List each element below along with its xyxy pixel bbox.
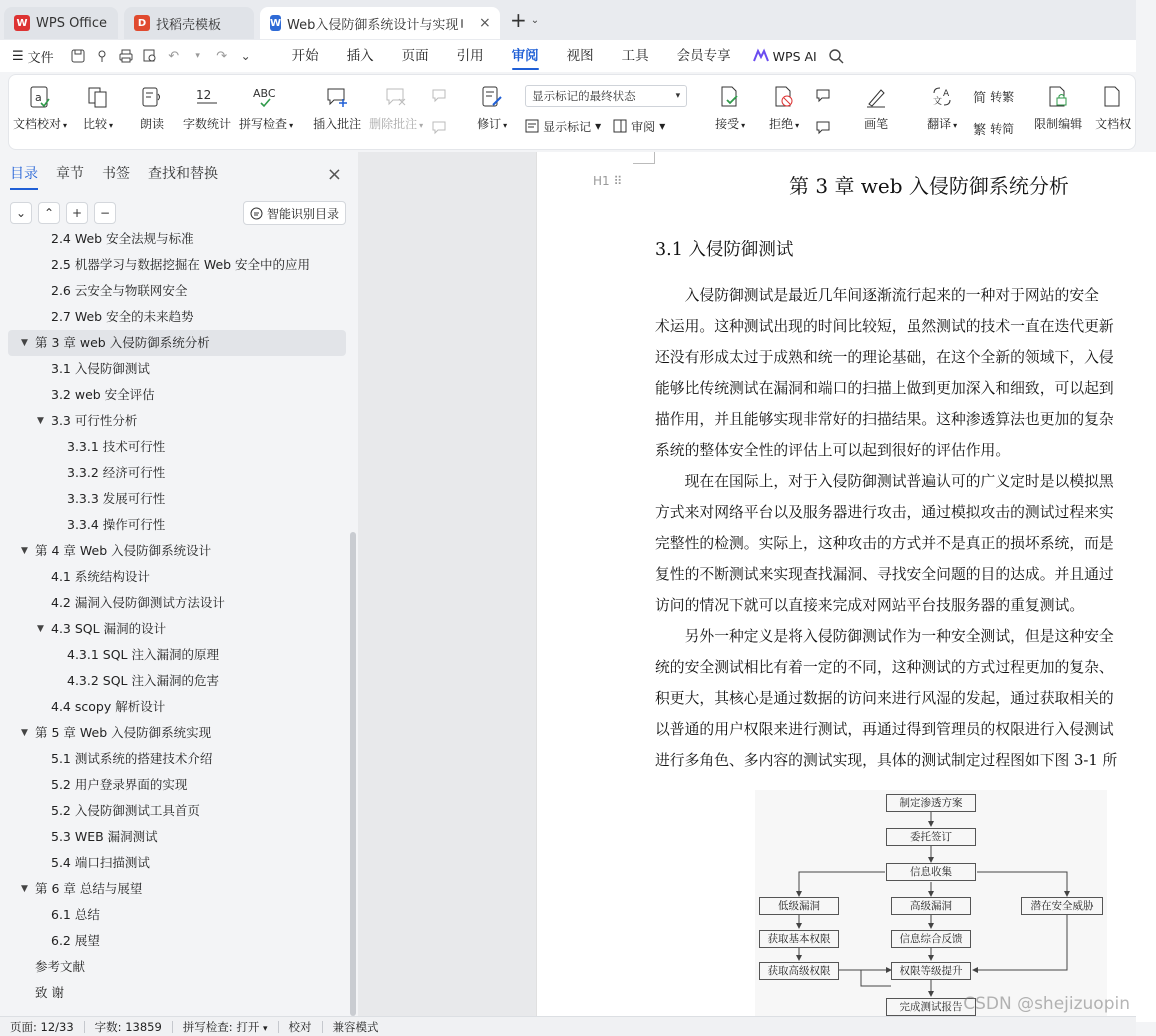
- translate-icon: [929, 83, 955, 111]
- delete-comment-label: 删除批注: [369, 117, 418, 131]
- print-icon[interactable]: [116, 46, 136, 66]
- search-icon[interactable]: [827, 46, 847, 66]
- lock-document-icon: [1045, 83, 1071, 111]
- toc-item[interactable]: [0, 720, 350, 746]
- toc-item[interactable]: [0, 798, 350, 824]
- toc-item[interactable]: [0, 772, 350, 798]
- toc-item-label: 2.5 机器学习与数据挖掘在 Web 安全中的应用: [51, 257, 311, 272]
- expand-triangle-icon[interactable]: ▼: [37, 624, 44, 634]
- compare-label: 比较: [83, 117, 108, 131]
- page-corner-mark: [633, 152, 655, 164]
- word-count-status[interactable]: 字数: 13859: [94, 1019, 162, 1034]
- svg-text:ABC: ABC: [253, 87, 276, 100]
- review-ribbon: [8, 74, 1136, 150]
- flowchart-figure: [755, 790, 1107, 1022]
- toc-item[interactable]: [0, 434, 350, 460]
- to-simplified-label: 转简: [990, 121, 1015, 136]
- toc-item[interactable]: [0, 512, 350, 538]
- title-tab-bar: [0, 0, 1136, 40]
- window-icon[interactable]: [461, 19, 463, 28]
- text-line: 统的安全测试相比有着一定的不同，这种测试的方式过程更加的复杂、: [655, 659, 1114, 676]
- svg-text:12: 12: [196, 88, 212, 102]
- expand-chevron-up-icon[interactable]: ⌃: [38, 202, 60, 224]
- toc-item-label: 3.2 web 安全评估: [51, 387, 155, 402]
- text-line: 完整性的检测。实际上，这种攻击的方式并不是真正的损坏系统，而是: [655, 535, 1114, 552]
- tab-document[interactable]: [260, 7, 500, 39]
- toc-item-label: 2.7 Web 安全的未来趋势: [51, 309, 194, 324]
- section-title: 3.1 入侵防御测试: [655, 240, 794, 260]
- tab-wps-office[interactable]: [4, 7, 118, 39]
- permission-icon: [1100, 83, 1126, 111]
- text-line: 方式来对网络平台以及服务器进行攻击，通过模拟攻击的测试过程来实: [655, 504, 1114, 521]
- toc-item[interactable]: [0, 642, 350, 668]
- undo-icon[interactable]: ↶: [168, 48, 180, 64]
- close-icon[interactable]: ×: [326, 164, 342, 185]
- toc-item[interactable]: [8, 330, 346, 356]
- toc-item-label: 第 3 章 web 入侵防御系统分析: [35, 335, 210, 350]
- remove-heading-icon[interactable]: −: [94, 202, 116, 224]
- word-count-label: 字数统计: [183, 117, 232, 131]
- wps-logo-icon: W: [14, 15, 30, 31]
- nav-tab-bookmarks[interactable]: 书签: [102, 166, 130, 182]
- svg-text:文: 文: [933, 97, 943, 107]
- paragraph-1: [655, 280, 1114, 466]
- expand-triangle-icon[interactable]: ▼: [21, 338, 28, 348]
- proofread-label: 文档校对: [13, 117, 62, 131]
- docer-logo-icon: D: [134, 15, 150, 31]
- revise-button[interactable]: 修订 ▾: [465, 83, 519, 132]
- reject-button[interactable]: 拒绝 ▾: [757, 83, 811, 132]
- chevron-down-icon: ▾: [262, 1023, 268, 1034]
- show-markup-button[interactable]: 显示标记 ▾: [525, 113, 601, 139]
- flow-node: 委托签订: [886, 828, 976, 846]
- toc-item-label: 第 6 章 总结与展望: [35, 881, 143, 896]
- toc-item[interactable]: [0, 694, 350, 720]
- spell-check-label: 拼写检查: [239, 117, 288, 131]
- tab-member[interactable]: 会员专享: [676, 48, 731, 64]
- smart-toc-label: 智能识别目录: [266, 206, 339, 221]
- toc-item[interactable]: [0, 980, 350, 1006]
- heading-level-marker[interactable]: [593, 174, 622, 188]
- smart-toc-button[interactable]: [243, 201, 346, 225]
- toc-item-label: 致 谢: [35, 985, 64, 1000]
- markup-state-select[interactable]: [525, 85, 687, 107]
- toc-item-label: 2.4 Web 安全法规与标准: [51, 231, 194, 246]
- close-icon[interactable]: ×: [479, 15, 491, 31]
- accept-icon: [717, 83, 743, 111]
- spell-check-icon: [253, 83, 279, 111]
- restrict-edit-button[interactable]: [1030, 83, 1086, 132]
- toc-item-label: 5.1 测试系统的搭建技术介绍: [51, 751, 213, 766]
- chevron-down-icon[interactable]: ▾: [195, 51, 200, 61]
- chevron-down-icon: ▾: [675, 91, 681, 101]
- toc-item-label: 4.4 scopy 解析设计: [51, 699, 166, 714]
- expand-triangle-icon[interactable]: ▼: [21, 884, 28, 894]
- toc-item[interactable]: [0, 226, 350, 252]
- chevron-down-icon[interactable]: ⌄: [530, 14, 540, 26]
- flow-node: 制定渗透方案: [886, 794, 976, 812]
- insert-comment-button[interactable]: [309, 83, 365, 132]
- hamburger-icon: ☰: [12, 48, 24, 64]
- toc-list: [0, 231, 350, 1016]
- flow-node: 潜在安全威胁: [1021, 897, 1103, 915]
- read-aloud-button[interactable]: [125, 83, 179, 132]
- nav-tab-sections[interactable]: 章节: [56, 166, 84, 182]
- toc-item-label: 6.1 总结: [51, 907, 100, 922]
- nav-tab-toc[interactable]: 目录: [10, 152, 38, 196]
- toc-item[interactable]: [0, 252, 350, 278]
- delete-comment-button[interactable]: 删除批注 ▾: [365, 83, 427, 132]
- compare-button[interactable]: 比较 ▾: [71, 83, 125, 132]
- tab-reference[interactable]: 引用: [456, 48, 484, 64]
- flow-node: 获取高级权限: [759, 962, 839, 980]
- read-aloud-label: 朗读: [140, 117, 165, 131]
- expand-triangle-icon[interactable]: ▼: [37, 416, 44, 426]
- nav-scrollbar[interactable]: [350, 532, 356, 1016]
- text-line: 能够比传统测试在漏洞和端口的扫描上做到更加深入和细致，可以起到: [655, 380, 1114, 397]
- accept-label: 接受: [715, 117, 740, 131]
- tab-tools[interactable]: 工具: [621, 48, 649, 64]
- expand-triangle-icon[interactable]: ▼: [21, 728, 28, 738]
- tab-label: 找稻壳模板: [156, 17, 222, 33]
- toc-item-label: 3.1 入侵防御测试: [51, 361, 150, 376]
- tab-review[interactable]: 审阅: [498, 40, 553, 72]
- toc-item[interactable]: [0, 564, 350, 590]
- translate-label: 翻译: [927, 117, 952, 131]
- tab-label: Web入侵防御系统设计与实现: [287, 17, 459, 33]
- pen-icon: [863, 83, 889, 111]
- text-line: 术运用。这种测试出现的时间比较短，虽然测试的技术一直在迭代更新: [655, 318, 1114, 335]
- print-preview-icon[interactable]: [140, 46, 160, 66]
- nav-tab-find-replace[interactable]: 查找和替换: [148, 166, 218, 182]
- toc-item-label: 5.3 WEB 漏洞测试: [51, 829, 158, 844]
- toc-item[interactable]: [0, 876, 350, 902]
- toc-item-label: 第 4 章 Web 入侵防御系统设计: [35, 543, 212, 558]
- proofread-icon: [27, 83, 53, 111]
- paragraph-2: [655, 466, 1114, 621]
- flow-node: 获取基本权限: [759, 930, 839, 948]
- heading-level-label: H1: [593, 174, 610, 188]
- tab-view[interactable]: 视图: [566, 48, 594, 64]
- toc-item[interactable]: [0, 902, 350, 928]
- wps-ai-button[interactable]: [753, 49, 817, 64]
- toc-item[interactable]: [0, 356, 350, 382]
- next-change-icon[interactable]: [815, 115, 833, 141]
- toc-item-label: 3.3.4 操作可行性: [67, 517, 166, 532]
- writer-logo-icon: W: [270, 15, 281, 31]
- tab-start[interactable]: 开始: [291, 48, 319, 64]
- status-bar: [0, 1016, 1136, 1036]
- review-pane-label: 审阅: [631, 119, 656, 134]
- save-icon[interactable]: [68, 46, 88, 66]
- more-chevron-icon[interactable]: ⌄: [240, 49, 251, 63]
- comment-add-icon: [324, 83, 350, 111]
- revise-label: 修订: [477, 117, 502, 131]
- next-comment-icon[interactable]: [431, 115, 449, 141]
- page-indicator[interactable]: 页面: 12/33: [10, 1019, 74, 1034]
- restrict-edit-label: 限制编辑: [1034, 117, 1083, 131]
- flow-node: 权限等级提升: [891, 962, 971, 980]
- text-line: 入侵防御测试是最近几年间逐渐流行起来的一种对于网站的安全: [655, 287, 1099, 304]
- read-aloud-icon: [139, 83, 165, 111]
- toc-item-label: 4.3 SQL 漏洞的设计: [51, 621, 167, 636]
- toc-item[interactable]: [0, 824, 350, 850]
- toc-item[interactable]: [0, 746, 350, 772]
- text-line: 系统的整体安全性的评估上可以起到很好的评估作用。: [655, 442, 1011, 459]
- toc-item-label: 3.3.3 发展可行性: [67, 491, 166, 506]
- review-pane-button[interactable]: 审阅 ▾: [613, 113, 665, 139]
- toc-item[interactable]: [0, 928, 350, 954]
- markup-state-value: 显示标记的最终状态: [532, 89, 636, 103]
- csdn-watermark: CSDN @shejizuopin: [963, 994, 1130, 1014]
- document-area: [358, 152, 1136, 1016]
- toc-item-label: 3.3.1 技术可行性: [67, 439, 166, 454]
- pen-label: 画笔: [864, 117, 889, 131]
- spell-check-status[interactable]: [173, 1019, 278, 1035]
- tab-page[interactable]: 页面: [401, 48, 429, 64]
- text-line: 以普通的用户权限来进行测试，再通过得到管理员的权限进行入侵测试: [655, 721, 1114, 738]
- file-menu-label: 文件: [27, 50, 54, 66]
- to-simplified-button[interactable]: [973, 115, 1014, 141]
- toc-item[interactable]: [0, 954, 350, 980]
- flow-node: 低级漏洞: [759, 897, 839, 915]
- track-changes-icon: [479, 83, 505, 111]
- svg-text:a: a: [35, 91, 42, 104]
- toc-item-label: 3.3.2 经济可行性: [67, 465, 166, 480]
- pen-button[interactable]: [849, 83, 903, 132]
- text-line: 现在在国际上，对于入侵防御测试普遍认可的广义定时是以模拟黑: [655, 473, 1114, 490]
- prev-comment-icon[interactable]: [431, 83, 449, 109]
- show-markup-label: 显示标记: [543, 119, 592, 134]
- toc-item-label: 5.2 入侵防御测试工具首页: [51, 803, 200, 818]
- flow-node: 信息收集: [886, 863, 976, 881]
- expand-triangle-icon[interactable]: ▼: [21, 546, 28, 556]
- insert-comment-label: 插入批注: [313, 117, 362, 131]
- chapter-title: 第 3 章 web 入侵防御系统分析: [789, 174, 1069, 198]
- share-icon[interactable]: [92, 46, 112, 66]
- wps-ai-icon: [753, 50, 769, 62]
- text-line: 复性的不断测试来实现查找漏洞、寻找安全问题的目的达成。并且通过: [655, 566, 1114, 583]
- toc-item[interactable]: [0, 278, 350, 304]
- smart-toc-icon: [250, 207, 263, 220]
- menu-bar: [0, 40, 1136, 72]
- to-traditional-button[interactable]: [973, 83, 1014, 109]
- text-line: 描作用，并且能够实现非常好的扫描结果。这种渗透算法也更加的复杂: [655, 411, 1114, 428]
- toc-item[interactable]: [0, 668, 350, 694]
- redo-icon[interactable]: ↷: [216, 48, 228, 64]
- paragraph-3: [655, 621, 1117, 776]
- tab-insert[interactable]: 插入: [346, 48, 374, 64]
- toc-item-label: 5.4 端口扫描测试: [51, 855, 150, 870]
- toc-item[interactable]: [0, 616, 350, 642]
- word-count-icon: [194, 83, 220, 111]
- proofread-button[interactable]: a 文档校对 ▾: [9, 83, 71, 132]
- comment-delete-icon: [383, 83, 409, 111]
- translate-button[interactable]: 文 A 翻译 ▾: [915, 83, 969, 132]
- spell-check-status-label: 拼写检查: 打开: [182, 1019, 260, 1034]
- text-line: 进行多角色、多内容的测试实现，具体的测试制定过程图如下图 3-1 所: [655, 752, 1118, 769]
- toc-item-label: 4.2 漏洞入侵防御测试方法设计: [51, 595, 225, 610]
- toc-item-label: 4.3.1 SQL 注入漏洞的原理: [67, 647, 219, 662]
- compat-mode-status: 兼容模式: [332, 1019, 379, 1034]
- collapse-chevron-down-icon[interactable]: ⌄: [10, 202, 32, 224]
- text-line: 访问的情况下就可以直接来完成对网站平台技服务器的重复测试。: [655, 597, 1085, 614]
- reject-label: 拒绝: [769, 117, 794, 131]
- toc-item[interactable]: [0, 590, 350, 616]
- toc-item-label: 5.2 用户登录界面的实现: [51, 777, 188, 792]
- text-line: 积更大，其核心是通过数据的访问来进行风湿的发起，通过获取相关的: [655, 690, 1114, 707]
- proofread-status[interactable]: 校对: [288, 1019, 312, 1034]
- traditional-icon: 简: [973, 90, 987, 106]
- reject-icon: [771, 83, 797, 111]
- tab-label: WPS Office: [36, 15, 108, 31]
- toc-item[interactable]: [0, 538, 350, 564]
- to-traditional-label: 转繁: [990, 89, 1015, 104]
- toc-item[interactable]: [0, 304, 350, 330]
- wps-ai-label: WPS AI: [772, 48, 817, 64]
- new-tab-icon[interactable]: +: [510, 8, 527, 32]
- accept-button[interactable]: 接受 ▾: [703, 83, 757, 132]
- add-heading-icon[interactable]: +: [66, 202, 88, 224]
- flow-node: 完成测试报告: [886, 998, 976, 1016]
- simplified-icon: 繁: [973, 122, 987, 138]
- toc-item[interactable]: [0, 382, 350, 408]
- toc-item-label: 2.6 云安全与物联网安全: [51, 283, 188, 298]
- flow-node: 信息综合反馈: [891, 930, 971, 948]
- review-pane-icon: [613, 119, 627, 133]
- doc-permission-label: 文档权: [1095, 117, 1132, 131]
- toc-item[interactable]: [0, 486, 350, 512]
- word-count-button[interactable]: [179, 83, 235, 132]
- flow-node: 高级漏洞: [891, 897, 971, 915]
- toc-item-label: 4.3.2 SQL 注入漏洞的危害: [67, 673, 219, 688]
- toc-item-label: 参考文献: [35, 959, 86, 974]
- show-markup-icon: [525, 119, 539, 133]
- file-menu[interactable]: [12, 47, 54, 66]
- toc-item-label: 4.1 系统结构设计: [51, 569, 150, 584]
- document-page: [536, 152, 1156, 1022]
- doc-permission-button[interactable]: [1086, 83, 1140, 132]
- tab-docer[interactable]: [124, 7, 254, 39]
- toc-item[interactable]: [0, 850, 350, 876]
- toc-item-label: 第 5 章 Web 入侵防御系统实现: [35, 725, 212, 740]
- toc-item[interactable]: [0, 460, 350, 486]
- spell-check-button[interactable]: ABC 拼写检查 ▾: [235, 83, 297, 132]
- text-line: 另外一种定义是将入侵防御测试作为一种安全测试，但是这种安全: [655, 628, 1114, 645]
- svg-text:A: A: [943, 89, 950, 99]
- drag-handle-icon: ⠿: [613, 174, 623, 188]
- toc-item-label: 3.3 可行性分析: [51, 413, 138, 428]
- compare-icon: [85, 83, 111, 111]
- navigation-pane: [0, 152, 358, 1016]
- text-line: 还没有形成太过于成熟和统一的理论基础，在这个全新的领域下，入侵: [655, 349, 1114, 366]
- prev-change-icon[interactable]: [815, 83, 833, 109]
- toc-item[interactable]: [0, 408, 350, 434]
- toc-item-label: 6.2 展望: [51, 933, 100, 948]
